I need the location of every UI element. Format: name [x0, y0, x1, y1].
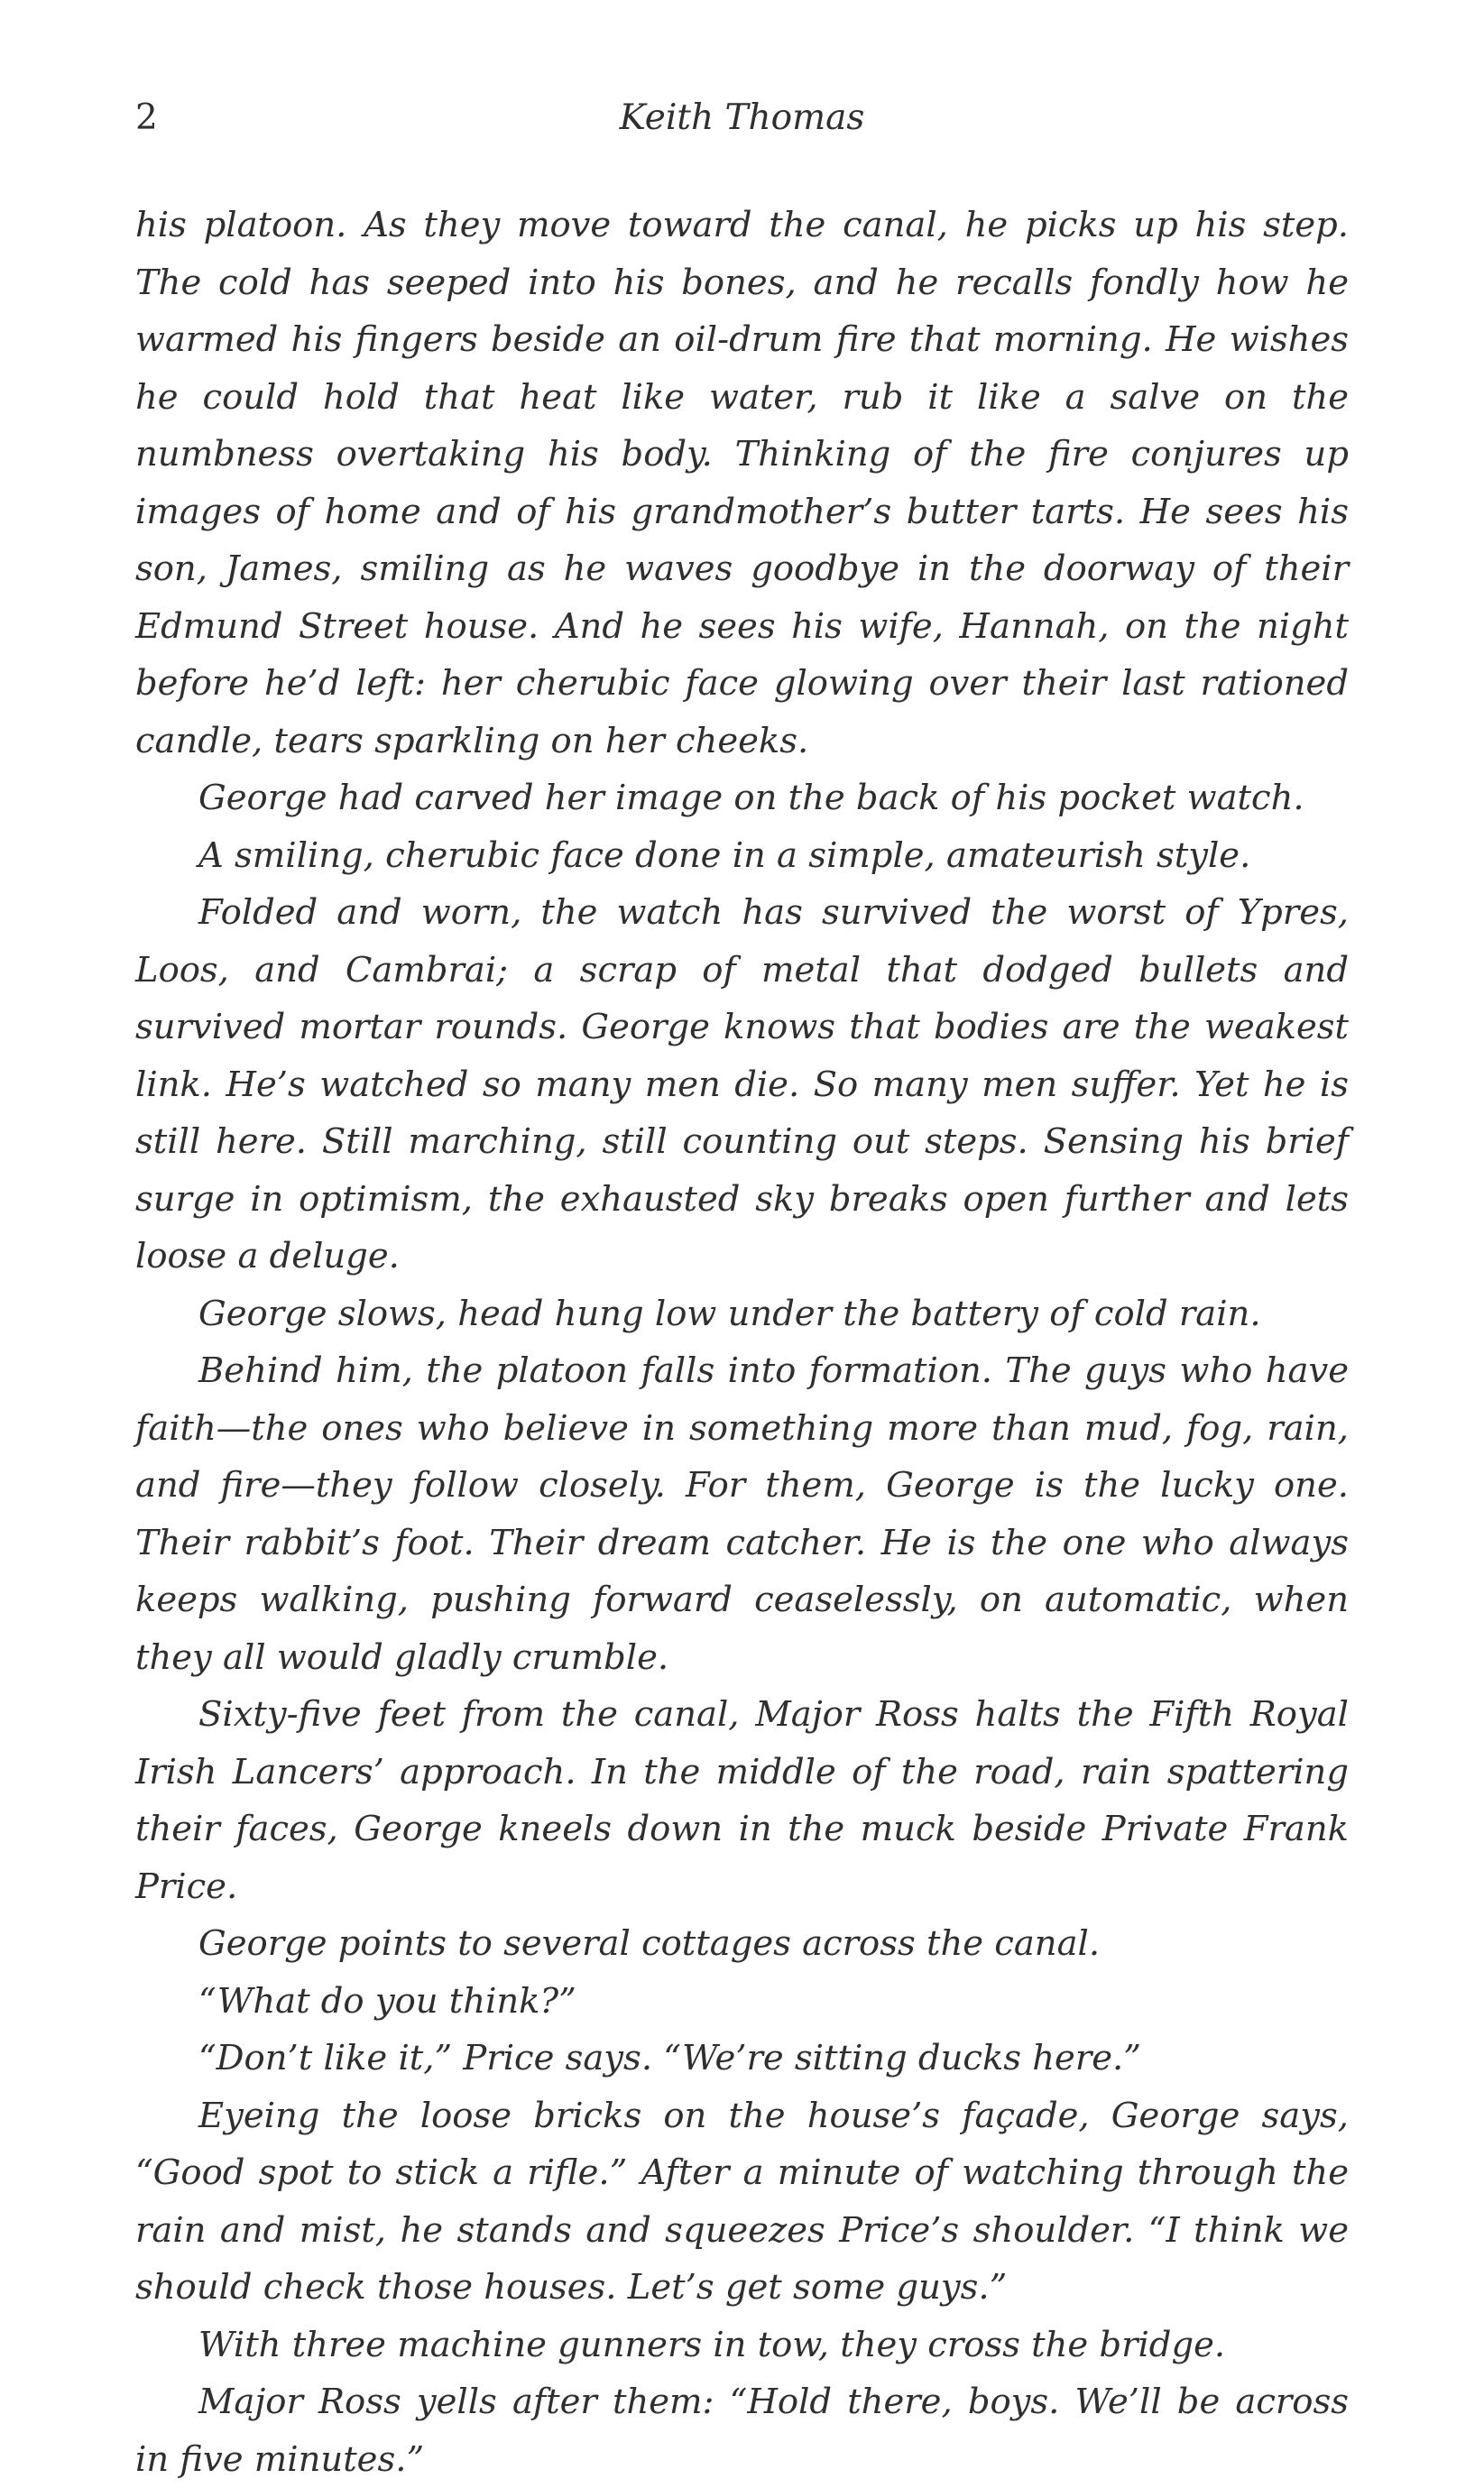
- paragraph: Major Ross yells after them: “Hold there, boys. We’ll be across in five minutes.”: [135, 2382, 1349, 2480]
- page-number: 2: [135, 97, 158, 138]
- paragraph: George had carved her image on the back of his pocket watch.: [198, 778, 1304, 818]
- running-head-author: Keith Thomas: [619, 97, 865, 138]
- paragraph-continued: his platoon. As they move toward the canal, he picks up his step. The cold has seeped into his bones, and he recalls fondly how he warmed his fingers beside an oil-drum fire that morning. He wishes he could hold that heat like water, rub it like a salve on the numbness overtaking his body. Thinking of the fire conjures up images of home and of his grandmother’s butter tarts. He sees his son, James, smiling as he waves goodbye in the doorway of their Edmund Street house. And he sees his wife, Hannah, on the night before he’d left: her cherubic face glowing over their last rationed candle, tears sparkling on her cheeks.: [135, 205, 1349, 761]
- paragraph: Eyeing the loose bricks on the house’s façade, George says, “Good spot to stick a rifle.” After a minute of watching through the rain and mist, he stands and squeezes Price’s shoulder. “I think we should check those houses. Let’s get some guys.”: [135, 2095, 1349, 2308]
- paragraph: Behind him, the platoon falls into formation. The guys who have faith—the ones who believe in something more than mud, fog, rain, and fire—they follow closely. For them, George is the lucky one. Their rabbit’s foot. Their dream catcher. He is the one who always keeps walking, pushing forward ceaselessly, on automatic, when they all would gladly crumble.: [135, 1350, 1349, 1678]
- paragraph: “What do you think?”: [198, 1980, 576, 2022]
- paragraph: “Don’t like it,” Price says. “We’re sitting ducks here.”: [198, 2038, 1141, 2078]
- paragraph: Sixty-five feet from the canal, Major Ross halts the Fifth Royal Irish Lancers’ approach. In the middle of the road, rain spattering their faces, George kneels down in the muck beside Private Frank Price.: [135, 1694, 1349, 1907]
- paragraph: Folded and worn, the watch has survived the worst of Ypres, Loos, and Cambrai; a scrap of metal that dodged bullets and survived mortar rounds. George knows that bodies are the weakest link. He’s watched so many men die. So many men suffer. Yet he is still here. Still marching, still counting out steps. Sensing his brief surge in optimism, the exhausted sky breaks open further and lets loose a deluge.: [135, 892, 1349, 1276]
- paragraph: With three machine gunners in tow, they cross the bridge.: [198, 2324, 1226, 2365]
- paragraph: George slows, head hung low under the battery of cold rain.: [198, 1293, 1261, 1334]
- page-header: [135, 97, 1349, 152]
- paragraph: George points to several cottages across the canal.: [198, 1923, 1101, 1964]
- paragraph: A smiling, cherubic face done in a simple, amateurish style.: [198, 834, 1251, 876]
- body-text: [135, 197, 1349, 2488]
